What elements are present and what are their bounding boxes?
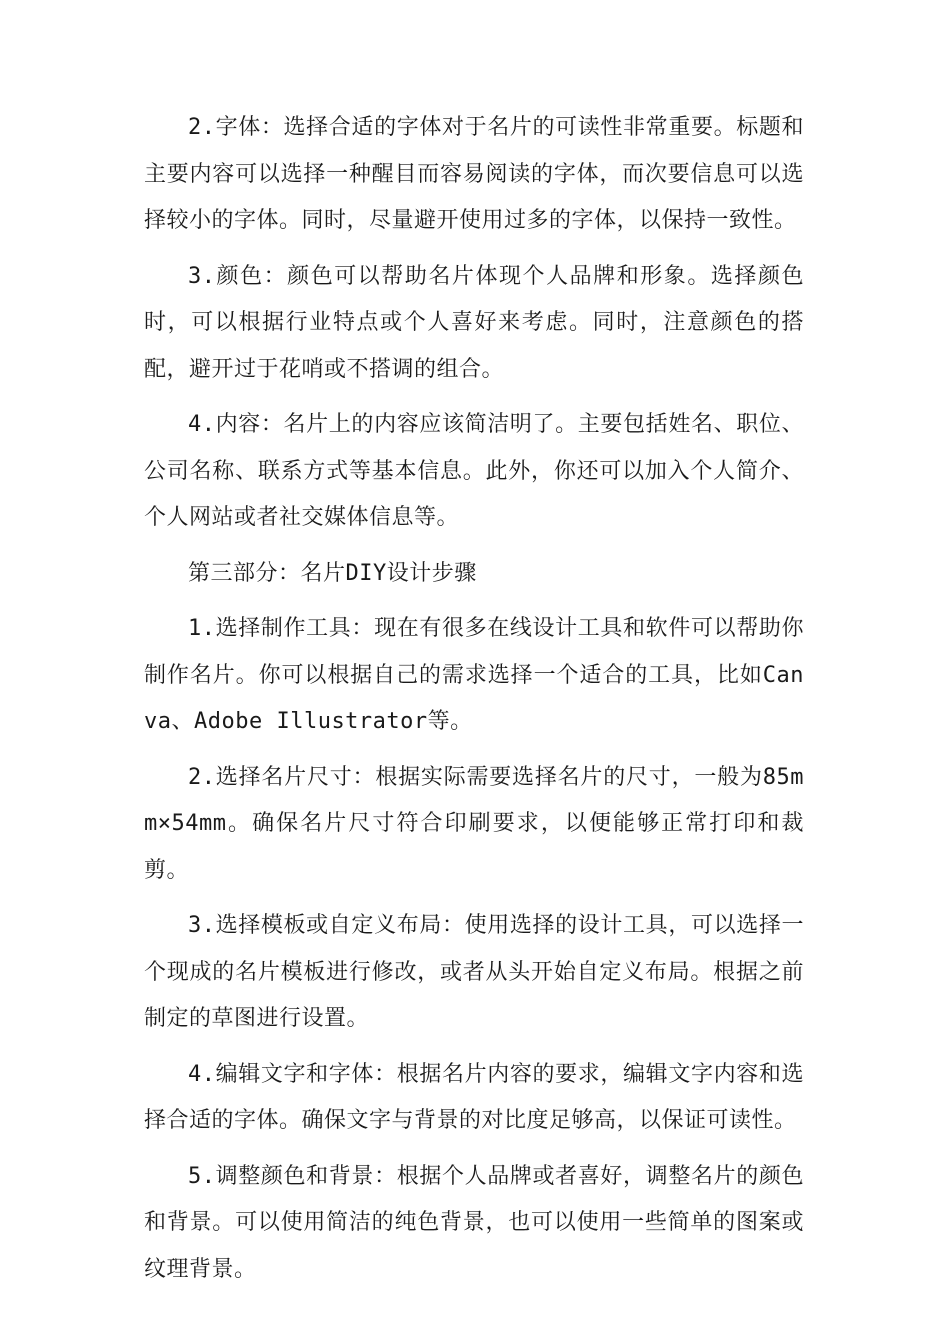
step-edit-text: 4.编辑文字和字体：根据名片内容的要求，编辑文字内容和选择合适的字体。确保文字与背景的对比度足够高，以保证可读性。 xyxy=(144,1061,804,1133)
document-page xyxy=(144,105,804,1302)
paragraph-font: 2.字体：选择合适的字体对于名片的可读性非常重要。标题和主要内容可以选择一种醒目而容易阅读的字体，而次要信息可以选择较小的字体。同时，尽量避开使用过多的字体，以保持一致性。 xyxy=(144,115,804,233)
paragraph-content: 4.内容：名片上的内容应该简洁明了。主要包括姓名、职位、公司名称、联系方式等基本信息。此外，你还可以加入个人简介、个人网站或者社交媒体信息等。 xyxy=(144,412,804,530)
step-choose-size: 2.选择名片尺寸：根据实际需要选择名片的尺寸，一般为85mm×54mm。确保名片尺寸符合印刷要求，以便能够正常打印和裁剪。 xyxy=(144,764,804,883)
step-adjust-color: 5.调整颜色和背景：根据个人品牌或者喜好，调整名片的颜色和背景。可以使用简洁的纯色背景，也可以使用一些简单的图案或纹理背景。 xyxy=(144,1163,804,1282)
step-template-layout: 3.选择模板或自定义布局：使用选择的设计工具，可以选择一个现成的名片模板进行修改，或者从头开始自定义布局。根据之前制定的草图进行设置。 xyxy=(144,913,804,1031)
section-heading: 第三部分：名片DIY设计步骤 xyxy=(188,560,477,586)
step-choose-tool: 1.选择制作工具：现在有很多在线设计工具和软件可以帮助你制作名片。你可以根据自己的需求选择一个适合的工具，比如Canva、Adobe Illustrator等。 xyxy=(144,616,804,734)
paragraph-color: 3.颜色：颜色可以帮助名片体现个人品牌和形象。选择颜色时，可以根据行业特点或个人喜好来考虑。同时，注意颜色的搭配，避开过于花哨或不搭调的组合。 xyxy=(144,263,804,382)
